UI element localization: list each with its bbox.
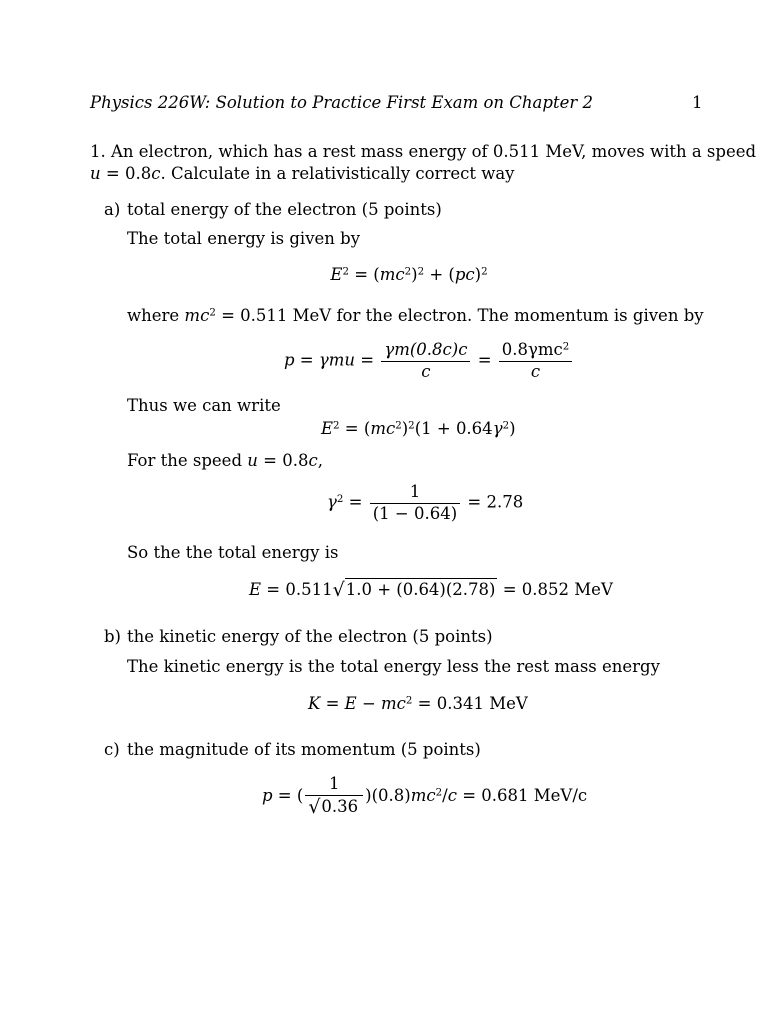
part-a-text-where: where $mc^2 = 0.511$ MeV for the electron. The momentum is given by [127,306,704,325]
speed-value: = 0.8 [100,164,152,183]
part-b-marker: b) [104,627,121,646]
part-c-marker: c) [104,740,120,759]
light-speed-symbol: c [151,164,161,183]
part-a-marker: a) [104,200,121,219]
momentum-magnitude-fraction: $\frac{1}{√0.36}$ [305,774,363,819]
part-a-heading: total energy of the electron (5 points) [127,200,442,219]
problem-intro-rest: . Calculate in a relativistically correct way [160,164,515,183]
equation-momentum: p = γmu = $\frac{\gamma m(0.8c)c}{c}$ = $\frac{0.8\gamma mc^2}{c}$ [284,340,574,382]
page-number: 1 [692,93,703,112]
equation-energy-gamma: $E^2 = (mc^2)^2(1 + 0.64\gamma^2)$ [321,419,516,438]
equation-gamma: $\gamma^2$ = $\frac{1}{(1 - 0.64)}$ = 2.78 [327,482,524,523]
equation-kinetic-energy: $K = E - mc^2 = 0.341$ MeV [308,694,528,713]
momentum-fraction-2: $\frac{0.8\gamma mc^2}{c}$ [499,340,573,382]
equation-momentum-magnitude: p = ( $\frac{1}{√0.36}$ )$(0.8)mc^2/c = 0.681$ MeV/c [262,774,588,818]
momentum-fraction-1: $\frac{\gamma m(0.8c)c}{c}$ [381,340,470,382]
problem-intro-line-2 [90,165,515,184]
page-header-title: Physics 226W: Solution to Practice First Exam on Chapter 2 [90,93,593,112]
part-a-text-thus: Thus we can write [127,396,281,415]
part-b-heading: the kinetic energy of the electron (5 points) [127,627,493,646]
equation-energy-momentum: $E^2 = (mc^2)^2 + (pc)^2$ [330,265,488,284]
speed-symbol: u [90,164,101,183]
gamma-fraction: $\frac{1}{(1 - 0.64)}$ [370,482,460,524]
sqrt-total-energy: √1.0 + (0.64)(2.78) [332,579,496,601]
problem-intro-line-1: 1. An electron, which has a rest mass energy of 0.511 MeV, moves with a speed [90,142,757,161]
part-a-text-total-energy: The total energy is given by [127,229,361,248]
part-b-text: The kinetic energy is the total energy less the rest mass energy [127,657,660,676]
equation-total-energy: E = 0.511√1.0 + (0.64)(2.78) = 0.852 MeV [249,579,613,601]
part-a-text-so: So the the total energy is [127,543,339,562]
part-c-heading: the magnitude of its momentum (5 points) [127,740,481,759]
part-a-text-speed: For the speed u = 0.8c, [127,451,323,470]
